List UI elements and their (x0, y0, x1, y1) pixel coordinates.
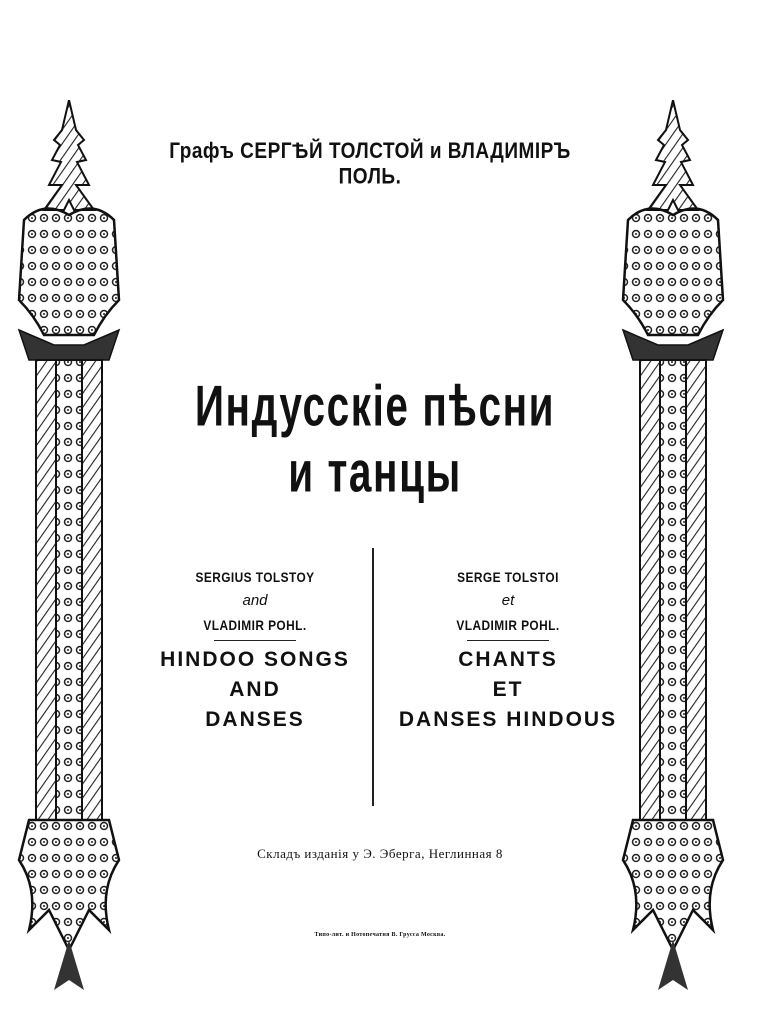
english-rule (214, 640, 296, 641)
english-author-1: SERGIUS TOLSTOY (195, 569, 315, 585)
french-author-2: VLADIMIR POHL. (456, 617, 560, 633)
french-rule (467, 640, 549, 641)
ornament-pillar-left-graphic (14, 100, 124, 1000)
right-ornamental-pillar (618, 100, 728, 1000)
french-title-line-3: DANSES HINDOUS (398, 708, 618, 731)
english-conjunction: and (242, 592, 268, 609)
english-column (140, 565, 370, 735)
publisher-line: Складъ изданія у Э. Эберга, Неглинная 8 (257, 846, 503, 861)
printer-line: Типо-лит. и Нотопечатня В. Грусса Москва. (314, 932, 446, 938)
ornament-pillar-right-graphic (618, 100, 728, 1000)
french-title-line-1: CHANTS (458, 648, 558, 671)
column-divider (372, 548, 374, 806)
english-title-line-2: AND (229, 678, 281, 701)
french-author-1: SERGE TOLSTOI (457, 569, 559, 585)
authors-russian: Графъ СЕРГѢЙ ТОЛСТОЙ и ВЛАДИМІРЪ ПОЛЬ. (169, 139, 571, 190)
french-conjunction: et (501, 592, 515, 609)
english-title-line-1: HINDOO SONGS (160, 648, 350, 671)
french-column (393, 565, 623, 735)
english-title-line-3: DANSES (205, 708, 305, 731)
english-author-2: VLADIMIR POHL. (203, 617, 307, 633)
left-ornamental-pillar (14, 100, 124, 1000)
french-title-line-2: ET (492, 678, 524, 701)
title-russian: Индусскіе пѣсни и танцы (194, 375, 556, 505)
